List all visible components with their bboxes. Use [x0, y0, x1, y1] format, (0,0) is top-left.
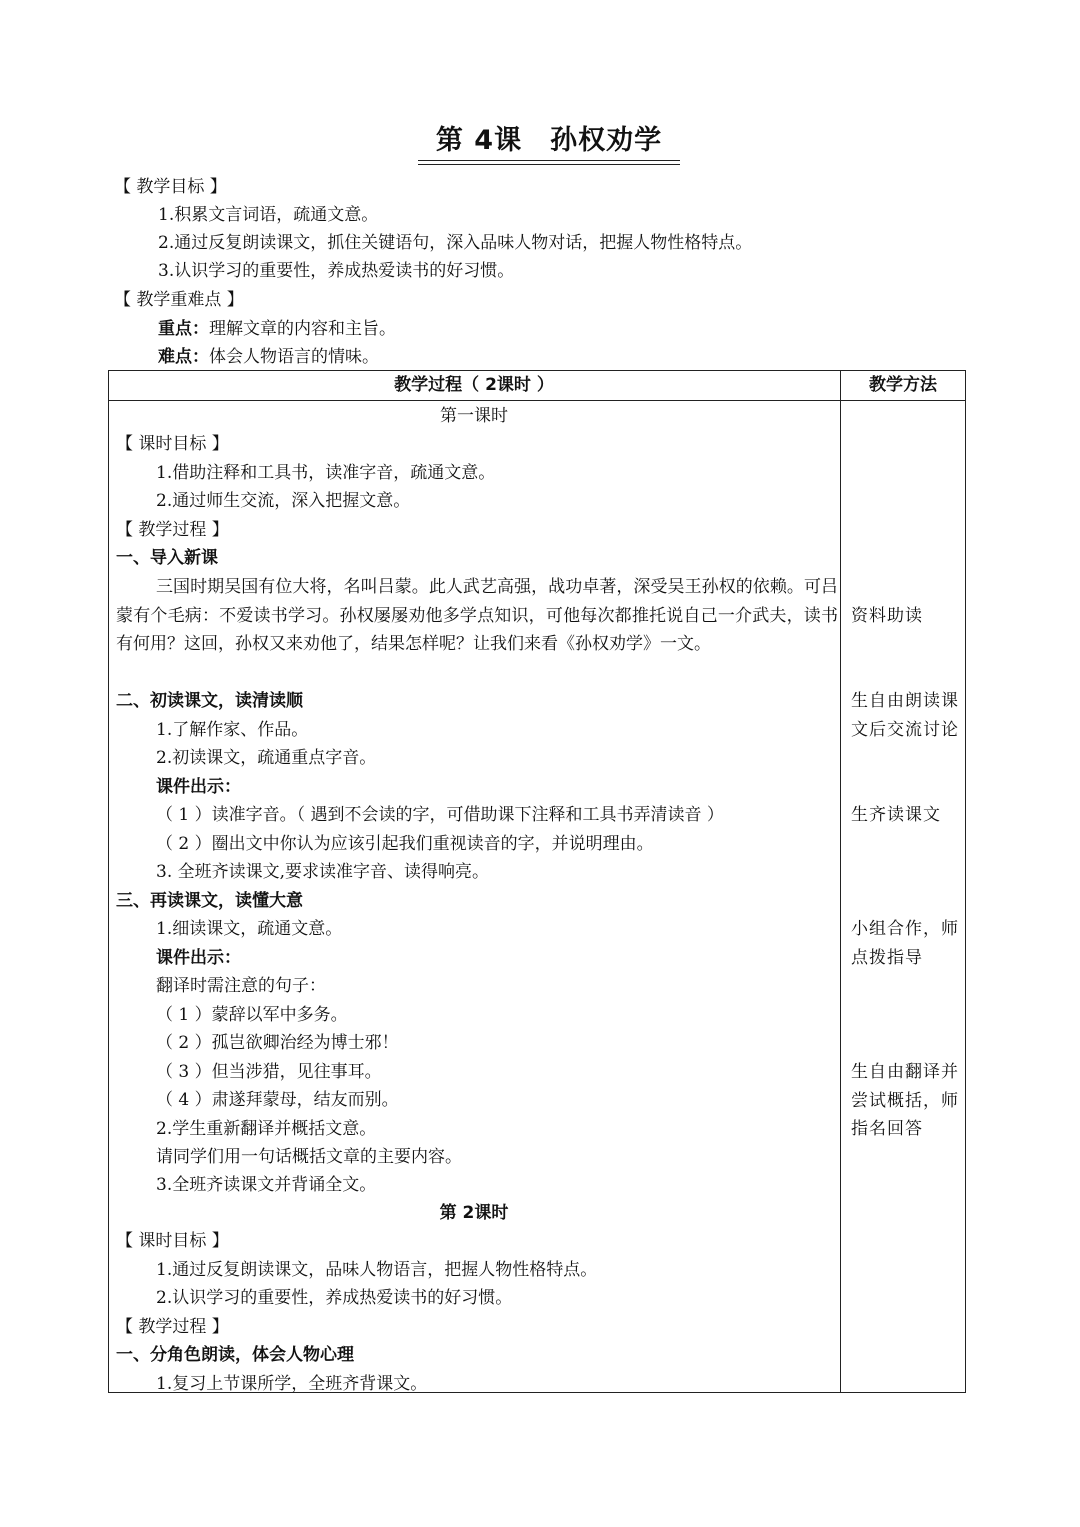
list-item: 2.学生重新翻译并概括文意。 [156, 1119, 377, 1139]
objectives-heading: 【 教学目标 】 [114, 177, 227, 197]
section-title: 一、分角色朗读，体会人物心理 [116, 1345, 354, 1365]
section-title: 一、导入新课 [116, 548, 218, 568]
list-item: 请同学们用一句话概括文章的主要内容。 [156, 1147, 462, 1167]
objective-item: 3.认识学习的重要性，养成热爱读书的好习惯。 [158, 261, 515, 281]
list-item: （ 1 ）读准字音。（ 遇到不会读的字，可借助课下注释和工具书弄清读音 ） [156, 805, 724, 825]
list-item: （ 1 ）蒙辞以军中多务。 [156, 1005, 348, 1025]
keypoints-heading: 【 教学重难点 】 [114, 290, 244, 310]
lesson1-goal: 2.通过师生交流，深入把握文意。 [156, 491, 411, 511]
list-item: （ 2 ）孤岂欲卿治经为博士邪！ [156, 1033, 399, 1053]
col1-header: 教学过程（ 2课时 ） [394, 375, 554, 395]
key-text: 理解文章的内容和主旨。 [209, 319, 396, 339]
title-underline [418, 160, 680, 161]
list-item: 1.细读课文，疏通文意。 [156, 919, 343, 939]
key-label: 重点： [158, 319, 209, 339]
page-title: 第 4课 孙权劝学 [435, 125, 663, 156]
list-item: 1.了解作家、作品。 [156, 720, 309, 740]
section-title: 二、初读课文，读清读顺 [116, 691, 303, 711]
key-point [158, 316, 396, 342]
section-title: 三、再读课文，读懂大意 [116, 891, 303, 911]
method-cell: 生自由朗读课文后交流讨论 [851, 691, 959, 740]
lesson2-process-heading: 【 教学过程 】 [116, 1317, 229, 1337]
method-cell: 小组合作，师点拨指导 [851, 919, 959, 968]
objective-item: 2.通过反复朗读课文，抓住关键语句，深入品味人物对话，把握人物性格特点。 [158, 233, 753, 253]
lesson1-goal-heading: 【 课时目标 】 [116, 434, 229, 454]
title-underline-double [418, 164, 680, 165]
hard-label: 难点： [158, 347, 209, 367]
list-item: 3. 全班齐读课文,要求读准字音、读得响亮。 [156, 862, 490, 882]
lesson2-goal: 2.认识学习的重要性，养成热爱读书的好习惯。 [156, 1288, 513, 1308]
column-divider [840, 370, 841, 1393]
courseware-label: 课件出示： [156, 948, 241, 968]
lesson1-title: 第一课时 [440, 406, 508, 426]
lesson1-goal: 1.借助注释和工具书，读准字音，疏通文意。 [156, 463, 496, 483]
method-cell: 生齐读课文 [851, 805, 941, 825]
list-item: （ 3 ）但当涉猎，见往事耳。 [156, 1062, 382, 1082]
list-item: 3.全班齐读课文并背诵全文。 [156, 1175, 377, 1195]
list-item: 1.复习上节课所学，全班齐背课文。 [156, 1374, 428, 1394]
list-item: 翻译时需注意的句子： [156, 976, 326, 996]
lesson2-goal: 1.通过反复朗读课文，品味人物语言，把握人物性格特点。 [156, 1260, 598, 1280]
hard-point [158, 344, 379, 370]
lesson2-title: 第 2课时 [439, 1203, 509, 1223]
courseware-label: 课件出示： [156, 777, 241, 797]
header-divider [108, 400, 966, 401]
intro-paragraph: 三国时期吴国有位大将，名叫吕蒙。此人武艺高强，战功卓著，深受吴王孙权的依赖。可吕蒙有个毛病：不爱读书学习。孙权屡屡劝他多学点知识，可他每次都推托说自己一介武夫，读书有何用？这回，孙权又来劝他了，结果怎样呢？让我们来看《孙权劝学》一文。 [116, 577, 838, 655]
lesson2-goal-heading: 【 课时目标 】 [116, 1231, 229, 1251]
lesson1-process-heading: 【 教学过程 】 [116, 520, 229, 540]
objective-item: 1.积累文言词语，疏通文意。 [158, 205, 379, 225]
list-item: （ 2 ）圈出文中你认为应该引起我们重视读音的字，并说明理由。 [156, 834, 654, 854]
method-cell: 资料助读 [851, 606, 923, 626]
method-cell: 生自由翻译并尝试概括，师指名回答 [851, 1062, 959, 1140]
list-item: （ 4 ）肃遂拜蒙母，结友而别。 [156, 1090, 399, 1110]
hard-text: 体会人物语言的情味。 [209, 347, 379, 367]
list-item: 2.初读课文，疏通重点字音。 [156, 748, 377, 768]
col2-header: 教学方法 [869, 375, 937, 395]
